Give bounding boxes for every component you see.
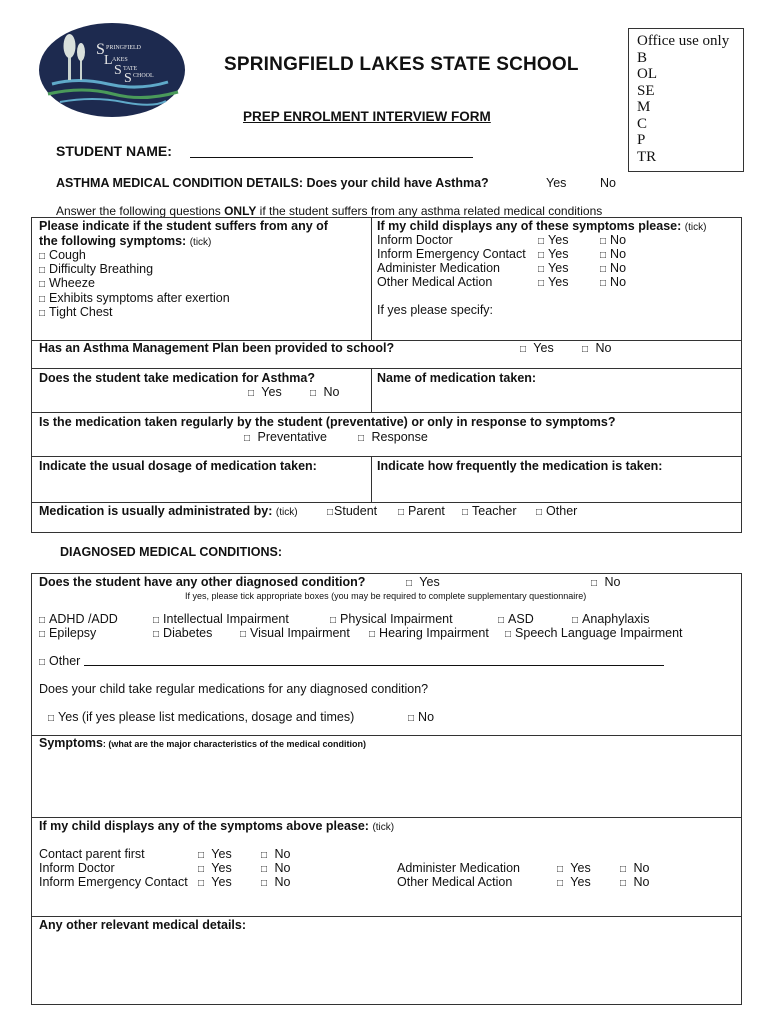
office-code: P — [637, 132, 646, 148]
school-logo — [38, 22, 186, 118]
svg-text:TATE: TATE — [123, 66, 138, 72]
medication-no[interactable]: □ No — [310, 385, 340, 399]
action-label: Inform Emergency Contact — [377, 247, 526, 261]
asthma-yes[interactable]: Yes — [546, 176, 567, 190]
action-yes[interactable]: □ Yes — [538, 261, 569, 275]
diag-action-label: Inform Emergency Contact — [39, 875, 188, 889]
diag-action-no[interactable]: □ No — [261, 875, 291, 889]
office-code: OL — [637, 66, 657, 82]
diag-action-yes[interactable]: □ Yes — [198, 861, 232, 875]
admin-option-other[interactable]: □ Other — [536, 504, 578, 518]
symptom-option[interactable]: □ Exhibits symptoms after exertion — [39, 291, 230, 305]
action-label: Administer Medication — [377, 261, 500, 275]
symptoms-heading-2: the following symptoms: (tick) — [39, 234, 212, 248]
plan-no[interactable]: □ No — [582, 341, 612, 355]
action-label: Other Medical Action — [377, 275, 493, 289]
diag-action-yes[interactable]: □ Yes — [557, 875, 591, 889]
administered-label: Medication is usually administrated by: (tick) — [39, 504, 298, 518]
action-yes[interactable]: □ Yes — [538, 247, 569, 261]
regular-meds-no[interactable]: □ No — [408, 710, 435, 724]
action-no[interactable]: □ No — [600, 275, 627, 289]
action-no[interactable]: □ No — [600, 261, 627, 275]
dosage-label: Indicate the usual dosage of medication taken: — [39, 459, 317, 473]
medication-question: Does the student take medication for Asthma? — [39, 371, 315, 385]
diag-action-yes[interactable]: □ Yes — [557, 861, 591, 875]
regular-meds-yes[interactable]: □ Yes (if yes please list medications, dosage and times) — [48, 710, 355, 724]
svg-text:AKES: AKES — [112, 57, 128, 63]
student-name-label: STUDENT NAME: — [56, 143, 172, 159]
medication-name-label: Name of medication taken: — [377, 371, 537, 385]
condition-asd[interactable]: □ ASD — [498, 612, 534, 626]
diagnosed-question: Does the student have any other diagnosed condition? — [39, 575, 366, 589]
symptom-option[interactable]: □ Cough — [39, 248, 86, 262]
office-code: B — [637, 49, 648, 66]
diagnosed-note: If yes, please tick appropriate boxes (you may be required to complete supplementary questionnaire) — [185, 591, 587, 601]
school-name: SPRINGFIELD LAKES STATE SCHOOL — [224, 54, 579, 75]
office-code: SE — [637, 82, 655, 99]
diag-action-label: Contact parent first — [39, 847, 145, 861]
action-label: Inform Doctor — [377, 233, 453, 247]
diag-action-no[interactable]: □ No — [620, 861, 650, 875]
diag-action-label: Inform Doctor — [39, 861, 115, 875]
plan-yes[interactable]: □ Yes — [520, 341, 554, 355]
asthma-note: Answer the following questions ONLY if the student suffers from any asthma related medical conditions — [56, 204, 603, 218]
asthma-question: ASTHMA MEDICAL CONDITION DETAILS: Does your child have Asthma? — [56, 176, 489, 190]
office-code: M — [637, 99, 651, 115]
office-title: Office use only — [637, 33, 730, 49]
action-no[interactable]: □ No — [600, 247, 627, 261]
svg-text:S: S — [114, 63, 122, 78]
diagnosed-no[interactable]: □ No — [591, 575, 621, 589]
diag-action-no[interactable]: □ No — [261, 847, 291, 861]
action-yes[interactable]: □ Yes — [538, 233, 569, 247]
condition-adhd[interactable]: □ ADHD /ADD — [39, 612, 118, 626]
diagnosed-yes[interactable]: □ Yes — [406, 575, 440, 589]
office-use-box — [628, 28, 744, 172]
other-condition-field[interactable] — [84, 665, 664, 666]
diag-action-label: Other Medical Action — [397, 875, 513, 889]
symptom-option[interactable]: □ Tight Chest — [39, 305, 113, 319]
action-no[interactable]: □ No — [600, 233, 627, 247]
svg-text:PRINGFIELD: PRINGFIELD — [106, 45, 142, 51]
frequency-label: Indicate how frequently the medication is taken: — [377, 459, 663, 473]
admin-option-parent[interactable]: □ Parent — [398, 504, 445, 518]
regular-meds-question: Does your child take regular medications for any diagnosed condition? — [39, 682, 429, 696]
medication-yes[interactable]: □ Yes — [248, 385, 282, 399]
other-details-label: Any other relevant medical details: — [39, 918, 247, 932]
office-code: TR — [637, 148, 657, 165]
svg-text:L: L — [104, 53, 113, 68]
action-yes[interactable]: □ Yes — [538, 275, 569, 289]
preventative-option[interactable]: □ Preventative — [244, 430, 328, 444]
form-title: PREP ENROLMENT INTERVIEW FORM — [243, 109, 491, 124]
svg-text:S: S — [124, 71, 132, 86]
symptom-option[interactable]: □ Difficulty Breathing — [39, 262, 154, 276]
symptom-option[interactable]: □ Wheeze — [39, 276, 95, 290]
symptoms-label: Symptoms: (what are the major characteristics of the medical condition) — [39, 736, 366, 750]
admin-option-student[interactable]: □Student — [327, 504, 378, 518]
condition-epilepsy[interactable]: □ Epilepsy — [39, 626, 97, 640]
actions-heading: If my child displays any of these symptoms please: (tick) — [377, 219, 707, 233]
asthma-no[interactable]: No — [600, 176, 616, 190]
diagnosed-actions-heading: If my child displays any of the symptoms above please: (tick) — [39, 819, 395, 833]
diagnosed-heading: DIAGNOSED MEDICAL CONDITIONS: — [60, 545, 282, 559]
diag-action-no[interactable]: □ No — [261, 861, 291, 875]
condition-hearing[interactable]: □ Hearing Impairment — [369, 626, 489, 640]
admin-option-teacher[interactable]: □ Teacher — [462, 504, 517, 518]
regular-question: Is the medication taken regularly by the student (preventative) or only in response to symptoms? — [39, 415, 616, 429]
condition-intellectual[interactable]: □ Intellectual Impairment — [153, 612, 289, 626]
condition-speech[interactable]: □ Speech Language Impairment — [505, 626, 683, 640]
diag-action-yes[interactable]: □ Yes — [198, 847, 232, 861]
svg-text:CHOOL: CHOOL — [133, 73, 154, 79]
diag-action-label: Administer Medication — [397, 861, 520, 875]
condition-anaphylaxis[interactable]: □ Anaphylaxis — [572, 612, 650, 626]
response-option[interactable]: □ Response — [358, 430, 428, 444]
condition-other[interactable]: □ Other — [39, 654, 81, 668]
condition-diabetes[interactable]: □ Diabetes — [153, 626, 213, 640]
diag-action-no[interactable]: □ No — [620, 875, 650, 889]
diag-action-yes[interactable]: □ Yes — [198, 875, 232, 889]
specify-label: If yes please specify: — [377, 303, 494, 317]
condition-visual[interactable]: □ Visual Impairment — [240, 626, 350, 640]
student-name-field[interactable] — [190, 157, 473, 158]
condition-physical[interactable]: □ Physical Impairment — [330, 612, 453, 626]
office-code: C — [637, 115, 648, 132]
plan-question: Has an Asthma Management Plan been provided to school? — [39, 341, 395, 355]
symptoms-heading: Please indicate if the student suffers from any of — [39, 219, 328, 233]
svg-text:S: S — [96, 41, 105, 58]
